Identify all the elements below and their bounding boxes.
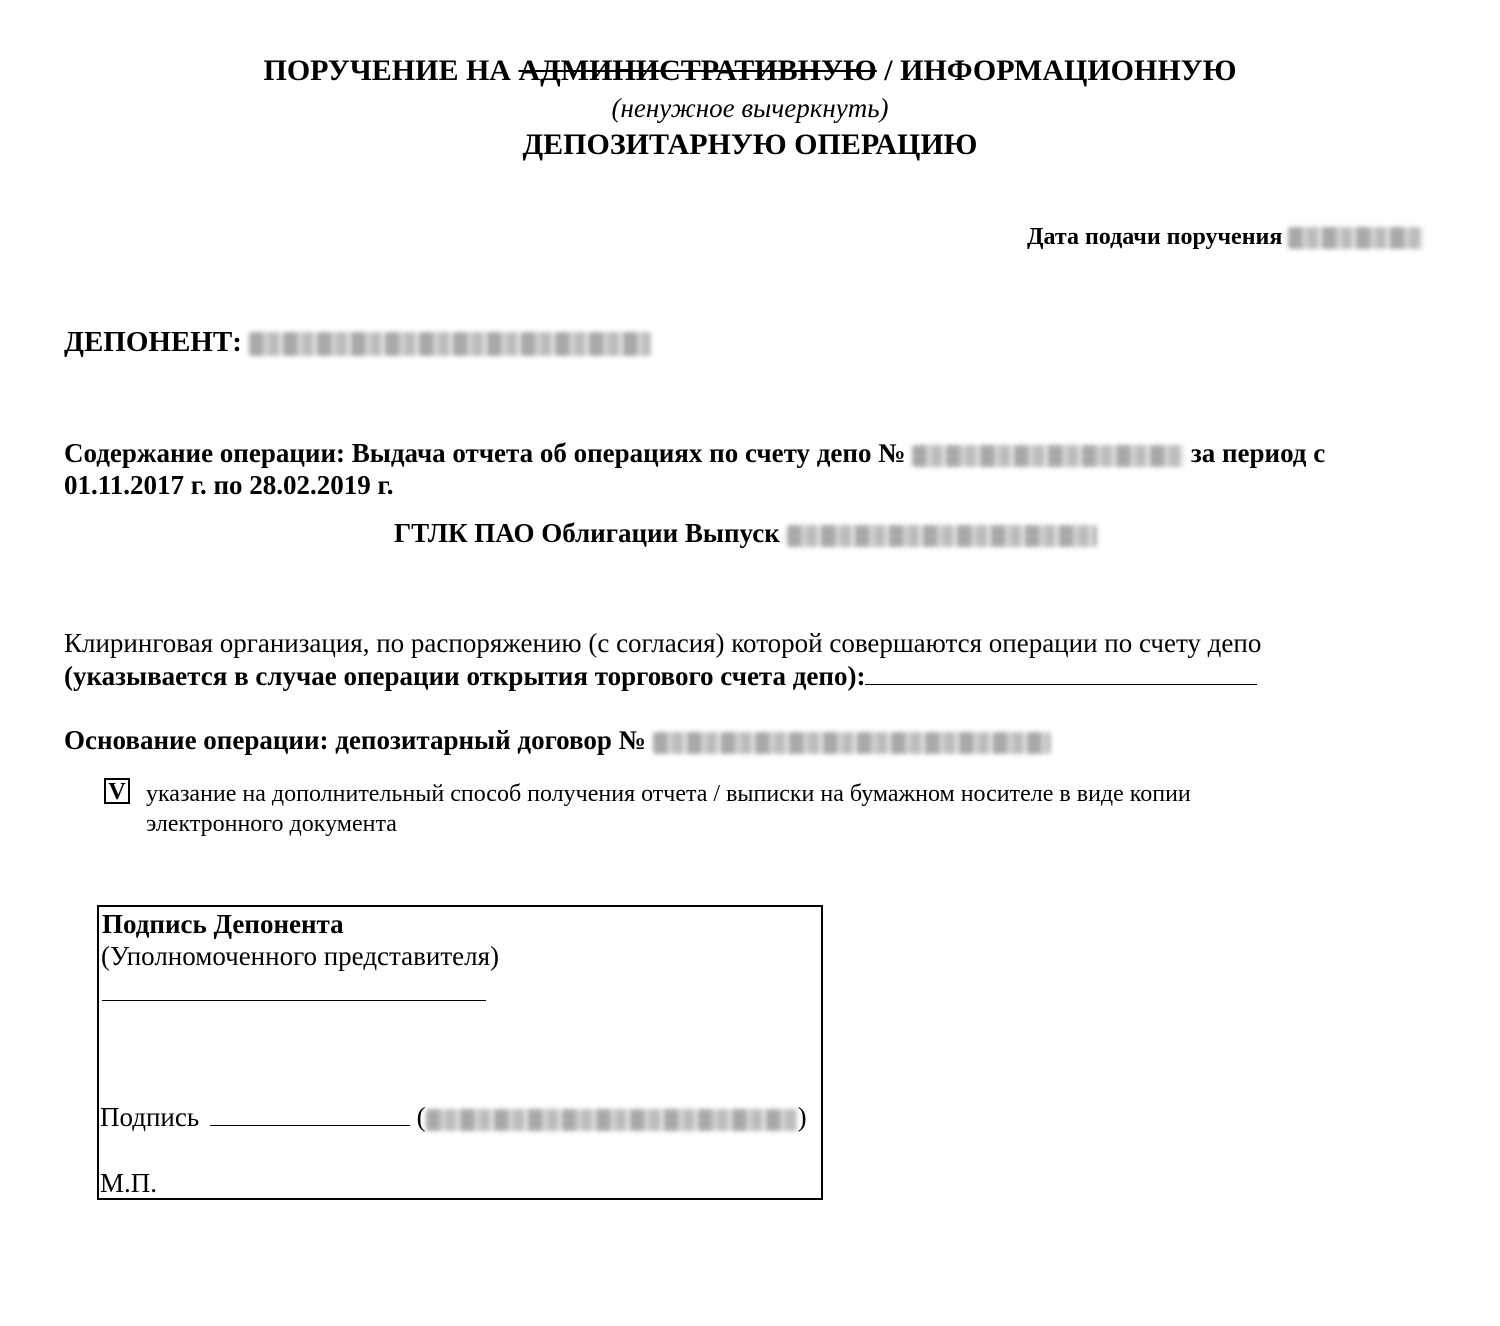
content-label: Содержание операции: Выдача отчета об операциях по счету депо №: [64, 438, 906, 468]
redacted-date: [1288, 227, 1423, 249]
deponent-label: ДЕПОНЕНТ:: [64, 326, 242, 358]
content-period-prefix: за период с: [1190, 438, 1326, 468]
clearing-text: Клиринговая организация, по распоряжению (с согласия) которой совершаются операции по счету депо: [64, 628, 1262, 658]
title-line-1: [0, 54, 1500, 88]
signature-line[interactable]: [102, 1000, 486, 1001]
date-row: [1027, 224, 1423, 251]
redacted-deponent-name: [249, 332, 651, 356]
date-label: Дата подачи поручения: [1027, 224, 1283, 250]
option-text-line-1: указание на дополнительный способ получения отчета / выписки на бумажном носителе в виде копии: [146, 781, 1191, 807]
clearing-note: (указывается в случае операции открытия торгового счета депо):: [64, 661, 866, 691]
clearing-blank-line: [865, 684, 1257, 685]
redacted-contract-number: [653, 732, 1051, 754]
paren-open: (: [416, 1102, 426, 1132]
redacted-signer-name: [426, 1109, 798, 1131]
sign-blank-line[interactable]: [210, 1125, 410, 1126]
basis-label: Основание операции: депозитарный договор №: [64, 725, 646, 755]
option-text-line-2: электронного документа: [146, 811, 397, 837]
content-period: 01.11.2017 г. по 28.02.2019 г.: [64, 470, 394, 500]
title-suffix: / ИНФОРМАЦИОННУЮ: [884, 54, 1237, 87]
redacted-account-number: [912, 445, 1184, 467]
report-option-checkbox[interactable]: V: [104, 778, 130, 804]
sign-row: [100, 1102, 807, 1133]
stamp-label: М.П.: [100, 1168, 158, 1198]
title-line-2: ДЕПОЗИТАРНУЮ ОПЕРАЦИЮ: [522, 128, 978, 161]
basis-row: [64, 725, 1051, 756]
redacted-issue-number: [787, 525, 1097, 547]
signature-title: Подпись Депонента: [102, 909, 344, 939]
clearing-row: [64, 661, 1257, 692]
security-row: [394, 518, 1097, 549]
sign-label: Подпись: [100, 1102, 200, 1132]
security-label: ГТЛК ПАО Облигации Выпуск: [394, 518, 780, 548]
signature-subtitle: (Уполномоченного представителя): [101, 941, 500, 971]
content-row: [64, 438, 1325, 469]
title-struck-word: АДМИНИСТРАТИВНУЮ: [518, 54, 877, 87]
title-prefix: ПОРУЧЕНИЕ НА: [263, 54, 511, 87]
paren-close: ): [797, 1102, 807, 1132]
deponent-row: [64, 326, 651, 359]
title-note: (ненужное вычеркнуть): [611, 93, 889, 123]
